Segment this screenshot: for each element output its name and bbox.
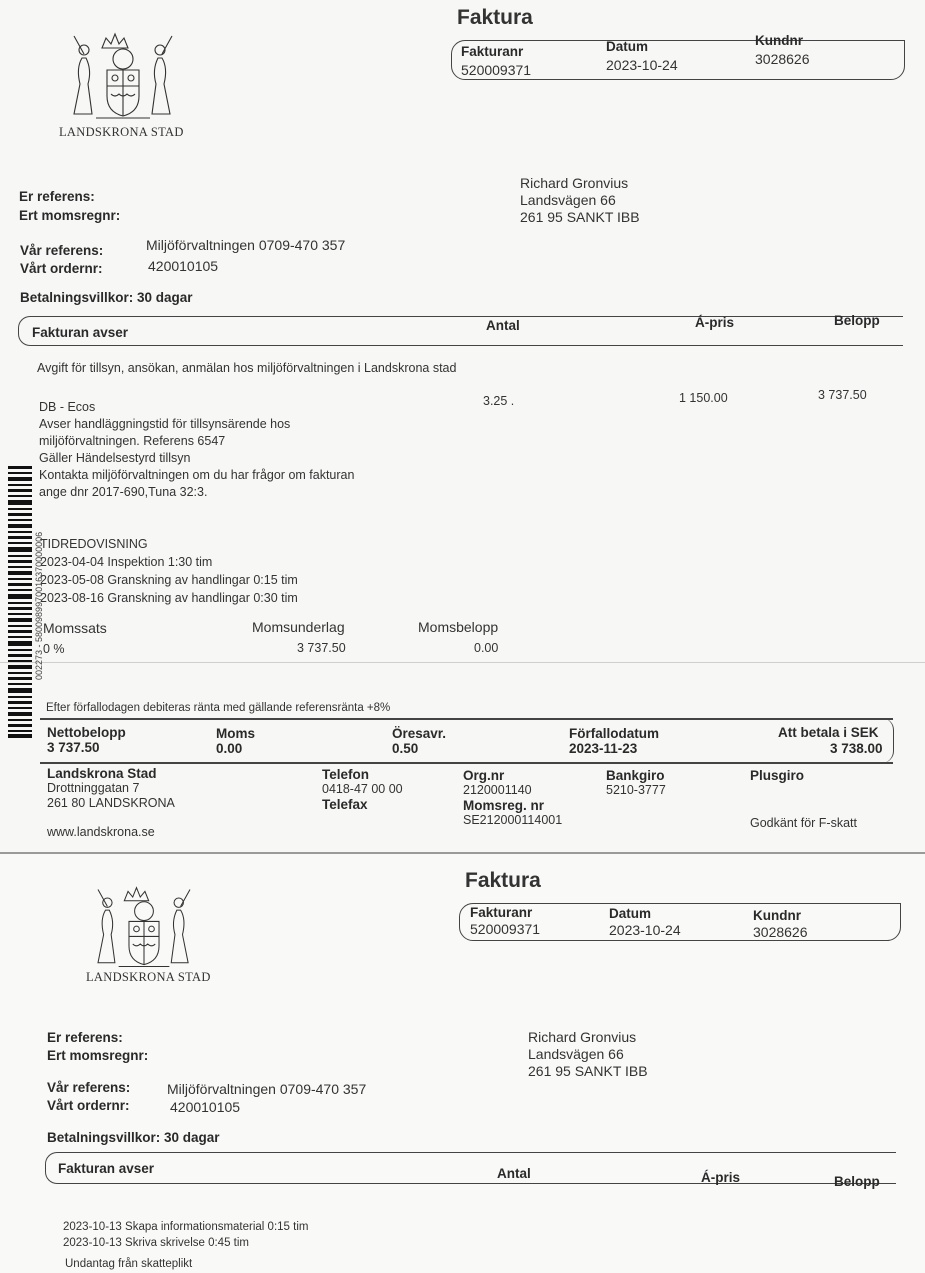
payment-terms: Betalningsvillkor: 30 dagar — [20, 290, 193, 305]
line-desc-row: DB - Ecos — [39, 400, 96, 414]
phone: 0418-47 00 00 — [322, 782, 403, 796]
totals-bottom-rule — [40, 762, 893, 764]
plusgiro-label: Plusgiro — [750, 768, 805, 783]
recipient-name: Richard Gronvius — [528, 1029, 637, 1045]
line-description — [39, 399, 354, 501]
time-log — [40, 535, 298, 607]
col-price-header: Á-pris — [695, 315, 735, 330]
due-date: 2023-11-23 — [569, 741, 638, 756]
invoice-no: 520009371 — [470, 921, 541, 937]
tax-exempt-note: Undantag från skatteplikt — [65, 1258, 193, 1270]
vat-rate: 0 % — [43, 642, 65, 656]
org-logo-text: LANDSKRONA STAD — [86, 970, 211, 984]
col-qty-header: Antal — [486, 318, 520, 333]
coat-of-arms-icon — [86, 882, 202, 974]
table-header-frame — [45, 1152, 896, 1184]
amount-due-label: Att betala i SEK — [778, 725, 879, 740]
our-order: 420010105 — [148, 258, 219, 274]
bankgiro-label: Bankgiro — [606, 768, 665, 783]
payment-terms: Betalningsvillkor: 30 dagar — [47, 1130, 220, 1145]
line-desc-row: Avser handläggningstid för tillsynsärende hos — [39, 417, 291, 431]
our-ref-label: Vår referens: — [47, 1080, 131, 1095]
page2-time-entries — [63, 1219, 308, 1251]
footer-org-name: Landskrona Stad — [47, 766, 157, 781]
time-log-entry: 2023-10-13 Skriva skrivelse 0:45 tim — [63, 1237, 249, 1249]
invoice-no: 520009371 — [461, 62, 532, 78]
vat-total: 0.00 — [216, 741, 243, 756]
barcode-icon — [8, 466, 32, 738]
our-ref: Miljöförvaltningen 0709-470 357 — [146, 237, 346, 253]
line-amount: 3 737.50 — [818, 388, 867, 402]
our-order: 420010105 — [170, 1099, 241, 1115]
orgnr: 2120001140 — [463, 783, 532, 797]
invoice-page-2 — [0, 852, 925, 1273]
recipient-street: Landsvägen 66 — [520, 192, 616, 208]
ftax-note: Godkänt för F-skatt — [750, 816, 857, 830]
col-amount-header: Belopp — [834, 1174, 880, 1189]
fold-line — [0, 662, 925, 663]
invoice-no-label: Fakturanr — [470, 905, 533, 920]
vat-base-label: Momsunderlag — [252, 619, 345, 635]
org-logo-text: LANDSKRONA STAD — [59, 125, 184, 139]
table-header-frame — [18, 316, 903, 346]
invoice-title: Faktura — [457, 6, 533, 29]
line-price: 1 150.00 — [679, 391, 728, 405]
time-log-heading: TIDREDOVISNING — [40, 537, 148, 551]
line-qty: 3.25 . — [483, 394, 515, 408]
col-desc-header: Fakturan avser — [58, 1161, 155, 1176]
time-log-entry: 2023-08-16 Granskning av handlingar 0:30 tim — [40, 591, 298, 605]
footer-street: Drottninggatan 7 — [47, 781, 140, 795]
line-heading: Avgift för tillsyn, ansökan, anmälan hos miljöförvaltningen i Landskrona stad — [37, 361, 457, 375]
vat-amount-label: Momsbelopp — [418, 619, 499, 635]
recipient-street: Landsvägen 66 — [528, 1046, 624, 1062]
phone-label: Telefon — [322, 767, 369, 782]
date-label: Datum — [609, 906, 652, 921]
rounding: 0.50 — [392, 741, 419, 756]
invoice-no-label: Fakturanr — [461, 44, 524, 59]
your-vat-label: Ert momsregnr: — [19, 208, 121, 223]
recipient-city: 261 95 SANKT IBB — [528, 1063, 648, 1079]
our-order-label: Vårt ordernr: — [47, 1098, 130, 1113]
customer-no-label: Kundnr — [755, 33, 803, 48]
net-label: Nettobelopp — [47, 725, 126, 740]
fax-label: Telefax — [322, 797, 368, 812]
orgnr-label: Org.nr — [463, 768, 505, 783]
invoice-date: 2023-10-24 — [609, 922, 681, 938]
date-label: Datum — [606, 39, 649, 54]
customer-no: 3028626 — [753, 924, 808, 940]
recipient-city: 261 95 SANKT IBB — [520, 209, 640, 225]
due-date-label: Förfallodatum — [569, 726, 659, 741]
your-ref-label: Er referens: — [47, 1030, 123, 1045]
line-desc-row: miljöförvaltningen. Referens 6547 — [39, 434, 226, 448]
coat-of-arms-icon — [62, 28, 184, 126]
vat-total-label: Moms — [216, 726, 256, 741]
time-log-entry: 2023-10-13 Skapa informationsmaterial 0:15 tim — [63, 1221, 309, 1233]
invoice-date: 2023-10-24 — [606, 57, 678, 73]
col-price-header: Á-pris — [701, 1170, 741, 1185]
line-desc-row: ange dnr 2017-690,Tuna 32:3. — [39, 485, 208, 499]
col-amount-header: Belopp — [834, 313, 880, 328]
our-ref: Miljöförvaltningen 0709-470 357 — [167, 1081, 367, 1097]
bankgiro: 5210-3777 — [606, 783, 666, 797]
time-log-entry: 2023-04-04 Inspektion 1:30 tim — [40, 555, 213, 569]
vat-amount: 0.00 — [474, 641, 499, 655]
line-desc-row: Kontakta miljöförvaltningen om du har frågor om fakturan — [39, 468, 355, 482]
line-desc-row: Gäller Händelsestyrd tillsyn — [39, 451, 191, 465]
amount-due: 3 738.00 — [830, 741, 883, 756]
footer-website[interactable]: www.landskrona.se — [47, 825, 155, 839]
totals-top-rule — [40, 718, 893, 720]
your-ref-label: Er referens: — [19, 189, 95, 204]
our-order-label: Vårt ordernr: — [20, 261, 103, 276]
your-vat-label: Ert momsregnr: — [47, 1048, 149, 1063]
barcode-text: 002273 - 5800989970016370000006 — [34, 531, 44, 680]
interest-note: Efter förfallodagen debiteras ränta med gällande referensränta +8% — [46, 702, 391, 714]
invoice-title: Faktura — [465, 869, 541, 892]
col-desc-header: Fakturan avser — [32, 325, 129, 340]
col-qty-header: Antal — [497, 1166, 531, 1181]
vat-base: 3 737.50 — [297, 641, 346, 655]
footer-city: 261 80 LANDSKRONA — [47, 796, 175, 810]
rounding-label: Öresavr. — [392, 726, 447, 741]
our-ref-label: Vår referens: — [20, 243, 104, 258]
vatreg: SE212000114001 — [463, 813, 563, 827]
recipient-name: Richard Gronvius — [520, 175, 629, 191]
vatreg-label: Momsreg. nr — [463, 798, 545, 813]
vat-rate-label: Momssats — [43, 620, 107, 636]
time-log-entry: 2023-05-08 Granskning av handlingar 0:15 tim — [40, 573, 298, 587]
net-amount: 3 737.50 — [47, 740, 100, 755]
customer-no-label: Kundnr — [753, 908, 801, 923]
customer-no: 3028626 — [755, 51, 810, 67]
